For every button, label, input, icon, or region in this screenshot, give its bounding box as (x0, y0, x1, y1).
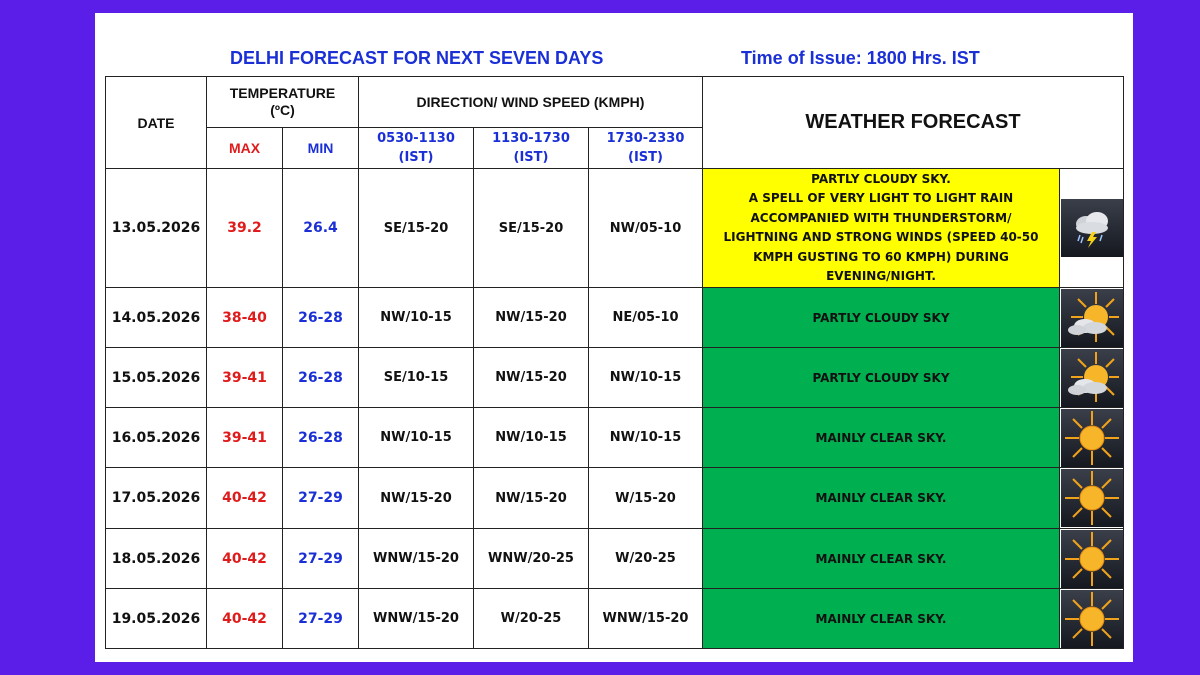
row-max-temp: 38-40 (207, 288, 283, 348)
row-forecast: MAINLY CLEAR SKY. (703, 408, 1060, 468)
row-wind-1: NW/10-15 (359, 408, 474, 468)
table-row (106, 288, 1124, 348)
table-row (106, 169, 1124, 288)
row-max-temp: 40-42 (207, 589, 283, 649)
sun-icon (1061, 530, 1123, 588)
forecast-line: EVENING/NIGHT. (826, 269, 936, 283)
table-row (106, 468, 1124, 529)
forecast-title: DELHI FORECAST FOR NEXT SEVEN DAYS (230, 48, 604, 68)
row-date: 14.05.2026 (106, 288, 207, 348)
row-date: 15.05.2026 (106, 348, 207, 408)
row-wind-2: SE/15-20 (474, 169, 589, 288)
row-forecast: MAINLY CLEAR SKY. (703, 529, 1060, 589)
slot-3-range: 1730-2330 (606, 131, 685, 146)
row-wind-1: WNW/15-20 (359, 529, 474, 589)
row-date: 17.05.2026 (106, 468, 207, 529)
row-wind-2: WNW/20-25 (474, 529, 589, 589)
row-wind-1: NW/15-20 (359, 468, 474, 529)
row-max-temp: 39.2 (207, 169, 283, 288)
slot-2-ist: (IST) (513, 150, 549, 165)
row-max-temp: 39-41 (207, 348, 283, 408)
table-row (106, 408, 1124, 468)
header-wind-label: DIRECTION/ WIND SPEED (KMPH) (416, 93, 645, 110)
row-min-temp: 26-28 (283, 408, 359, 468)
slot-2-range: 1130-1730 (492, 131, 570, 146)
header-max: MAX (207, 128, 283, 169)
forecast-line: KMPH GUSTING TO 60 KMPH) DURING (753, 249, 1009, 264)
row-wind-1: WNW/15-20 (359, 589, 474, 649)
row-wind-2: W/20-25 (474, 589, 589, 649)
row-icon-cell (1060, 288, 1124, 348)
table-row (106, 589, 1124, 649)
row-min-temp: 27-29 (283, 468, 359, 529)
row-forecast: PARTLY CLOUDY SKY (703, 288, 1060, 348)
row-icon-cell (1060, 529, 1124, 589)
header-temperature-label: TEMPERATURE (ºC) (229, 85, 336, 118)
header-slot-1 (359, 128, 474, 169)
header-temperature (207, 77, 359, 128)
forecast-table (105, 76, 1124, 649)
row-wind-2: NW/15-20 (474, 288, 589, 348)
row-wind-1: NW/10-15 (359, 288, 474, 348)
row-forecast: MAINLY CLEAR SKY. (703, 468, 1060, 529)
slot-1-range: 0530-1130 (377, 131, 455, 146)
row-wind-3: NW/10-15 (589, 408, 703, 468)
row-icon-cell (1060, 348, 1124, 408)
sun-icon (1061, 409, 1123, 467)
header-min: MIN (283, 128, 359, 169)
row-icon-cell (1060, 169, 1124, 288)
row-wind-3: NW/10-15 (589, 348, 703, 408)
header-date: DATE (106, 77, 207, 169)
row-icon-cell (1060, 408, 1124, 468)
row-icon-cell (1060, 589, 1124, 649)
row-wind-3: W/20-25 (589, 529, 703, 589)
issue-time: Time of Issue: 1800 Hrs. IST (741, 48, 980, 68)
row-wind-2: NW/10-15 (474, 408, 589, 468)
row-date: 13.05.2026 (106, 169, 207, 288)
row-forecast: MAINLY CLEAR SKY. (703, 589, 1060, 649)
row-wind-2: NW/15-20 (474, 348, 589, 408)
sun-icon (1061, 590, 1123, 648)
row-min-temp: 27-29 (283, 529, 359, 589)
sun-icon (1061, 469, 1123, 527)
row-max-temp: 40-42 (207, 529, 283, 589)
row-wind-3: W/15-20 (589, 468, 703, 529)
header-slot-3 (589, 128, 703, 169)
forecast-sheet (95, 13, 1133, 662)
table-row (106, 348, 1124, 408)
row-min-temp: 26-28 (283, 288, 359, 348)
partly-cloudy-icon (1061, 289, 1123, 347)
header-forecast: WEATHER FORECAST (703, 77, 1124, 169)
row-wind-3: NE/05-10 (589, 288, 703, 348)
row-wind-3: NW/05-10 (589, 169, 703, 288)
thunderstorm-icon (1061, 199, 1123, 257)
row-min-temp: 27-29 (283, 589, 359, 649)
row-date: 18.05.2026 (106, 529, 207, 589)
forecast-line: LIGHTNING AND STRONG WINDS (SPEED 40-50 (723, 230, 1039, 244)
row-wind-1: SE/15-20 (359, 169, 474, 288)
row-date: 19.05.2026 (106, 589, 207, 649)
row-min-temp: 26.4 (283, 169, 359, 288)
row-max-temp: 39-41 (207, 408, 283, 468)
slot-3-ist: (IST) (628, 150, 663, 165)
row-forecast (703, 169, 1060, 288)
forecast-line: ACCOMPANIED WITH THUNDERSTORM/ (750, 210, 1012, 225)
row-wind-1: SE/10-15 (359, 348, 474, 408)
row-forecast: PARTLY CLOUDY SKY (703, 348, 1060, 408)
header-slot-2 (474, 128, 589, 169)
header-wind (359, 77, 703, 128)
partly-cloudy-icon (1061, 349, 1123, 407)
row-min-temp: 26-28 (283, 348, 359, 408)
table-row (106, 529, 1124, 589)
row-date: 16.05.2026 (106, 408, 207, 468)
forecast-line: PARTLY CLOUDY SKY. (811, 171, 951, 186)
slot-1-ist: (IST) (398, 150, 434, 165)
row-wind-2: NW/15-20 (474, 468, 589, 529)
row-icon-cell (1060, 468, 1124, 529)
row-max-temp: 40-42 (207, 468, 283, 529)
row-wind-3: WNW/15-20 (589, 589, 703, 649)
forecast-line: A SPELL OF VERY LIGHT TO LIGHT RAIN (748, 191, 1014, 205)
